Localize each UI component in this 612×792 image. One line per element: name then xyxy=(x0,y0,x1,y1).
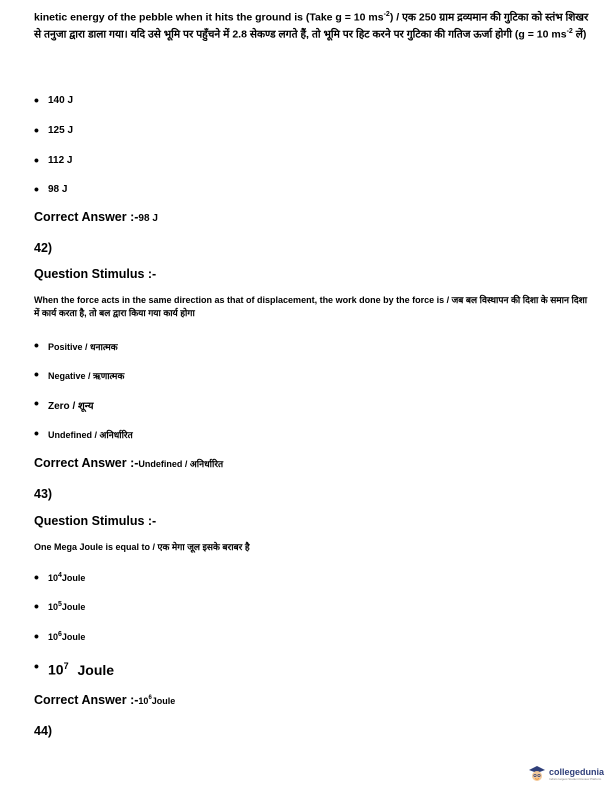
correct-answer-label: Correct Answer :- xyxy=(34,693,139,707)
logo-tagline: India's largest Student Review Platform xyxy=(549,777,602,781)
option-unit: Joule xyxy=(61,602,86,612)
option-unit: Joule xyxy=(61,573,86,583)
question-43-number: 43) xyxy=(34,487,53,501)
option-exponent: 5 xyxy=(58,601,62,608)
option-exponent: 7 xyxy=(63,661,69,671)
correct-answer-base: 10 xyxy=(138,696,149,706)
question-43-text: One Mega Joule is equal to / एक मेगा जूल इसके बराबर है xyxy=(34,542,250,552)
q43-option-4 xyxy=(48,661,114,678)
correct-answer-exponent: 6 xyxy=(148,694,152,701)
correct-answer-value: 98 J xyxy=(138,213,158,224)
option-exponent: 6 xyxy=(58,631,62,638)
q43-correct-answer xyxy=(34,693,175,707)
q41-option-2: • 125 J xyxy=(48,125,73,136)
mascot-icon xyxy=(528,765,546,783)
option-exponent: 4 xyxy=(58,572,62,579)
option-unit: Joule xyxy=(73,661,115,678)
collegedunia-logo xyxy=(528,765,604,783)
question-42-number: 42) xyxy=(34,241,53,255)
correct-answer-label: Correct Answer :- xyxy=(34,210,139,224)
question-41-text-en: kinetic energy of the pebble when it hits the ground is (Take g = 10 ms xyxy=(34,11,384,24)
q43-option-3 xyxy=(48,631,85,642)
q43-option-1 xyxy=(48,572,85,583)
correct-answer-unit: Joule xyxy=(151,696,176,706)
question-42-stimulus-label: Question Stimulus :- xyxy=(34,267,157,281)
exponent: -2 xyxy=(383,11,390,18)
question-44-number: 44) xyxy=(34,724,53,738)
question-41-text xyxy=(34,8,594,42)
q41-correct-answer xyxy=(34,210,158,224)
question-41-text-hi-close: लें) xyxy=(572,28,587,41)
question-42-text: When the force acts in the same direction as that of displacement, the work done by the force is / जब बल विस्थापन की दिशा के समान दिशा में कार्य करता है, तो बल द्वारा किया गया कार्य होगा xyxy=(34,295,588,318)
q41-option-3: • 112 J xyxy=(48,155,72,166)
option-base: 10 xyxy=(48,602,59,612)
exponent: -2 xyxy=(566,28,573,35)
option-base: 10 xyxy=(48,632,59,642)
q42-correct-answer xyxy=(34,456,223,470)
option-unit: Joule xyxy=(61,632,86,642)
q42-option-1: • Positive / धनात्मक xyxy=(48,340,118,353)
q42-option-2: • Negative / ऋणात्मक xyxy=(48,369,124,382)
q42-option-3: • Zero / शून्य xyxy=(48,398,94,412)
q43-option-2 xyxy=(48,601,85,612)
option-base: 10 xyxy=(48,661,64,678)
question-43-stimulus-label: Question Stimulus :- xyxy=(34,514,157,528)
question-41-text-en-close: ) xyxy=(389,11,394,24)
option-base: 10 xyxy=(48,573,59,583)
q42-option-4: • Undefined / अनिर्धारित xyxy=(48,428,133,441)
logo-name: collegedunia xyxy=(549,767,605,777)
correct-answer-label: Correct Answer :- xyxy=(34,456,139,470)
q41-option-4: • 98 J xyxy=(48,184,67,195)
question-41-text-hi: / एक 250 ग्राम द्रव्यमान की गुटिका को स्तंभ शिखर से तनुजा द्वारा डाला गया। यदि उसे भूमि पर पहुँचने में 2.8 सेकण्ड लगते हैं, तो भूमि पर हिट करने पर गुटिका की गतिज ऊर्जा होगी (g = 10 ms xyxy=(34,11,589,41)
correct-answer-value: Undefined / अनिर्धारित xyxy=(138,459,224,469)
q41-option-1: • 140 J xyxy=(48,95,73,106)
